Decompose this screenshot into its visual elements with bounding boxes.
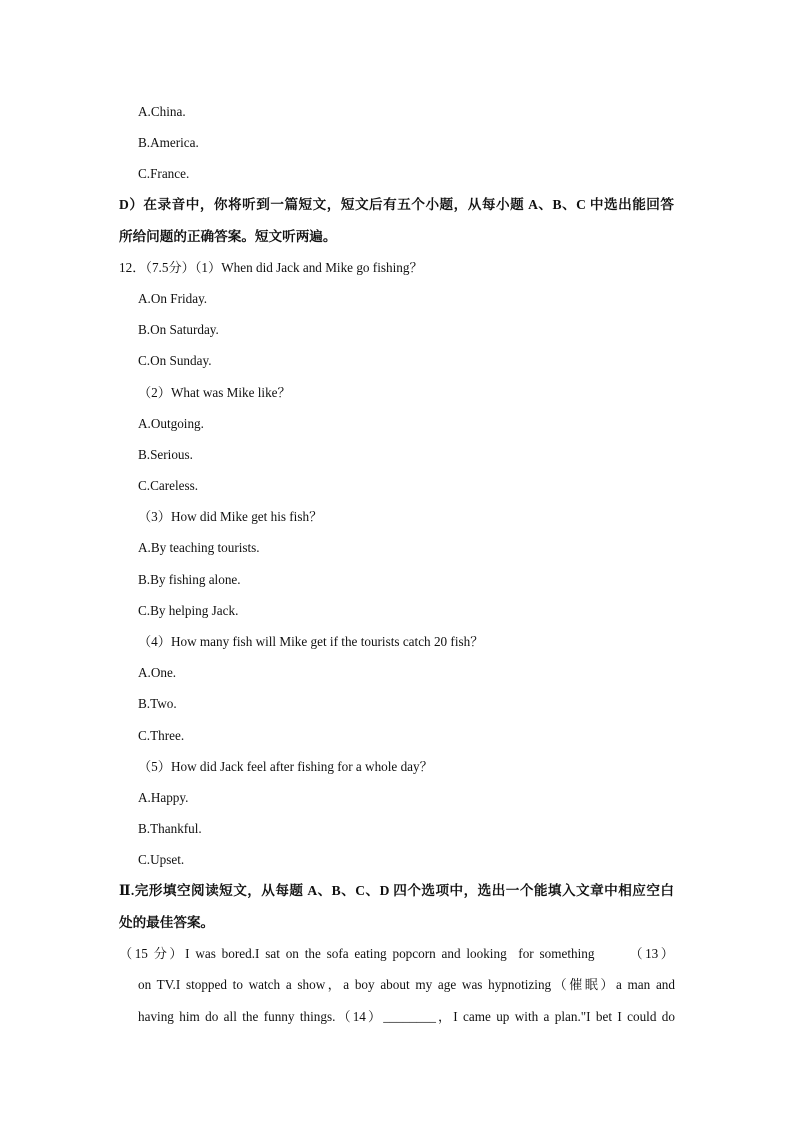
q12-5-option-c: C.Upset. bbox=[138, 852, 185, 867]
q12-3-question: （3）How did Mike get his fish？ bbox=[138, 509, 323, 524]
q12-5-option-b: B.Thankful. bbox=[138, 821, 202, 836]
section-d-instruction-line2: 所给问题的正确答案。短文听两遍。 bbox=[119, 229, 337, 244]
section-ii-instruction-line1: Ⅱ.完形填空阅读短文，从每题 A、B、C、D 四个选项中，选出一个能填入文章中相应空白 bbox=[119, 883, 674, 898]
q12-1-option-c: C.On Sunday. bbox=[138, 353, 212, 368]
q12-5-option-a: A.Happy. bbox=[138, 790, 189, 805]
q12-2-option-c: C.Careless. bbox=[138, 478, 199, 493]
option-c-france: C.France. bbox=[138, 166, 190, 181]
q12-4-option-c: C.Three. bbox=[138, 728, 185, 743]
q12-3-option-c: C.By helping Jack. bbox=[138, 603, 239, 618]
question-12-header: 12．（7.5分）（1）When did Jack and Mike go fishing？ bbox=[119, 260, 423, 275]
option-b-america: B.America. bbox=[138, 135, 199, 150]
passage-line3: having him do all the funny things.（14）________，I came up with a plan."I bet I could do bbox=[138, 1009, 675, 1024]
section-d-instruction-line1: D）在录音中，你将听到一篇短文，短文后有五个小题，从每小题 A、B、C 中选出能回答 bbox=[119, 197, 674, 212]
option-a-china: A.China. bbox=[138, 104, 186, 119]
q12-2-option-a: A.Outgoing. bbox=[138, 416, 204, 431]
passage-line2: on TV.I stopped to watch a show，a boy about my age was hypnotizing（催眠）a man and bbox=[138, 977, 675, 992]
section-ii-instruction-line2: 处的最佳答案。 bbox=[119, 915, 215, 930]
q12-1-option-b: B.On Saturday. bbox=[138, 322, 219, 337]
q12-5-question: （5）How did Jack feel after fishing for a whole day？ bbox=[138, 759, 433, 774]
q12-4-option-a: A.One. bbox=[138, 665, 177, 680]
passage-line1: （15 分）I was bored.I sat on the sofa eating popcorn and looking for something （13） bbox=[119, 946, 674, 961]
q12-3-option-a: A.By teaching tourists. bbox=[138, 540, 260, 555]
q12-4-question: （4）How many fish will Mike get if the tourists catch 20 fish？ bbox=[138, 634, 484, 649]
q12-2-option-b: B.Serious. bbox=[138, 447, 193, 462]
q12-4-option-b: B.Two. bbox=[138, 696, 177, 711]
q12-1-option-a: A.On Friday. bbox=[138, 291, 208, 306]
q12-3-option-b: B.By fishing alone. bbox=[138, 572, 241, 587]
q12-2-question: （2）What was Mike like？ bbox=[138, 385, 291, 400]
